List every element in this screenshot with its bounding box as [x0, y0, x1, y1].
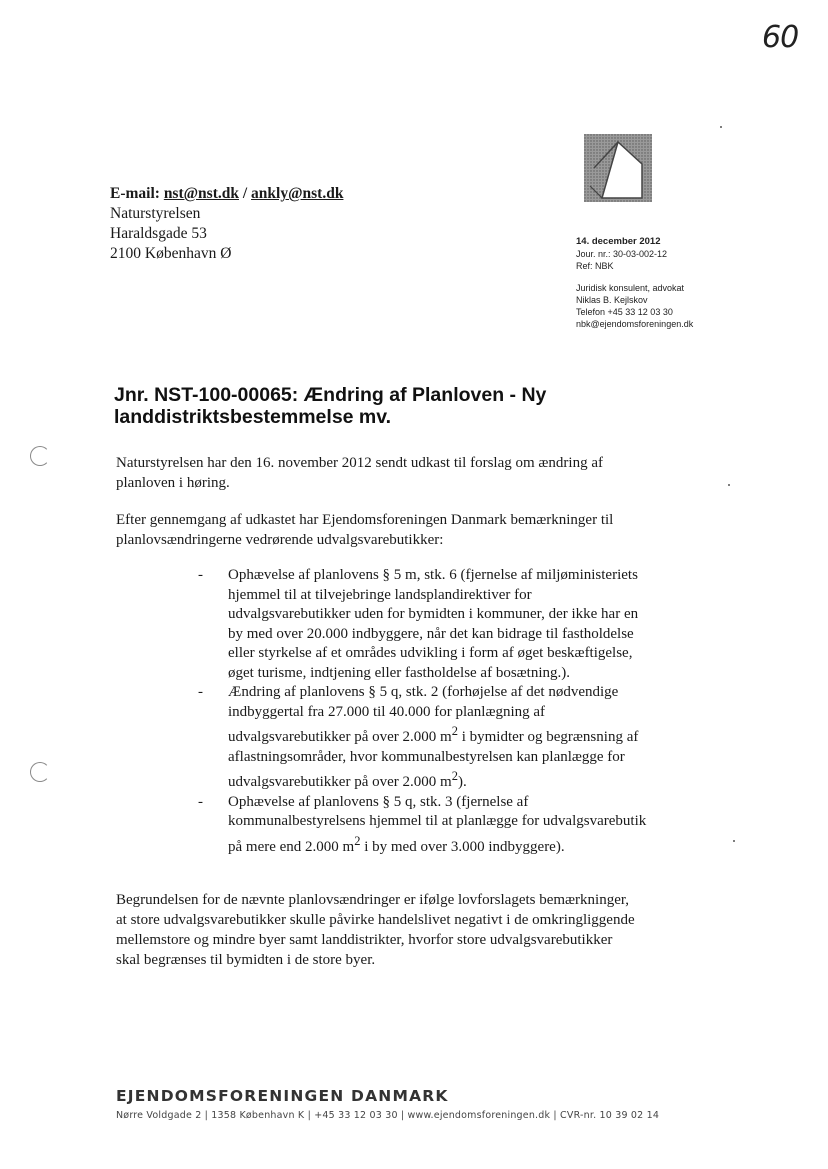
amendment-list	[198, 566, 648, 857]
list-item: - Ændring af planlovens § 5 q, stk. 2 (forhøjelse af det nødvendige indbyggertal fra 27.000 til 40.000 for planlægning af udvalgsvarebutikker på over 2.000 $m^2$ i bymidter og begrænsning af aflastningsområder, hvor kommunalbestyrelsen kan planlægge for udvalgsvarebutikker på over 2.000 $m^2$).	[198, 684, 639, 790]
footer-contact-line: Nørre Voldgade 2 | 1358 København K | +45 33 12 03 30 | www.ejendomsforeningen.dk | CVR-nr. 10 39 02 14	[116, 1110, 660, 1121]
letter-title: Jnr. NST-100-00065: Ændring af Planloven - Ny landdistriktsbestemmelse mv.	[114, 384, 547, 428]
punch-hole-mark	[30, 762, 50, 782]
letter-meta	[576, 236, 693, 330]
reference: Ref: NBK	[576, 261, 614, 271]
recipient-city: 2100 København Ø	[110, 245, 232, 262]
scan-speck	[720, 126, 722, 128]
list-item: - Ophævelse af planlovens § 5 q, stk. 3 (fjernelse af kommunalbestyrelsens hjemmel til at planlægge for udvalgsvarebutik på mere end 2.000 $m^2$ i by med over 3.000 indbyggere).	[198, 793, 647, 855]
footer-organization: EJENDOMSFORENINGEN DANMARK	[116, 1087, 449, 1105]
sender-role: Juridisk konsulent, advokat	[576, 283, 685, 293]
paragraph-remarks: Efter gennemgang af udkastet har Ejendomsforeningen Danmark bemærkninger til planlovsændringerne vedrørende udvalgsvarebutikker:	[116, 512, 614, 548]
ejendomsforeningen-logo	[584, 134, 652, 202]
sender-email: nbk@ejendomsforeningen.dk	[576, 319, 694, 329]
paragraph-intro: Naturstyrelsen har den 16. november 2012 sendt udkast til forslag om ændring af planloven i høring.	[116, 455, 603, 491]
recipient-name: Naturstyrelsen	[110, 205, 201, 222]
list-item: - Ophævelse af planlovens § 5 m, stk. 6 (fjernelse af miljøministeriets hjemmel til at tilvejebringe landsplandirektiver for udvalgsvarebutikker uden for bymidten i kommuner, der ikke har en by med over 20.000 indbyggere, når det kan bidrage til fastholdelse eller styrkelse af et områdes udvikling i form af øget beskæftigelse, øget turisme, indtjening eller fastholdelse af bosætning.).	[198, 567, 639, 681]
sender-name: Niklas B. Kejlskov	[576, 295, 648, 305]
paragraph-justification: Begrundelsen for de nævnte planlovsændringer er ifølge lovforslagets bemærkninger, at store udvalgsvarebutikker skulle påvirke handelslivet negativt i de omkringliggende mellemstore og mindre byer samt landdistrikter, hvorfor store udvalgsvarebutikker skal begrænses til bymidten i de store byer.	[116, 892, 635, 968]
recipient-email-line: E-mail: nst@nst.dk / ankly@nst.dk	[110, 185, 344, 202]
handwritten-page-number: 60	[762, 20, 799, 55]
letter-date: 14. december 2012	[576, 236, 661, 247]
scan-speck	[728, 484, 730, 486]
punch-hole-mark	[30, 446, 50, 466]
recipient-street: Haraldsgade 53	[110, 225, 207, 242]
journal-number: Jour. nr.: 30-03-002-12	[576, 249, 668, 259]
email-link-nst[interactable]: nst@nst.dk	[163, 185, 239, 202]
recipient-address	[110, 184, 343, 264]
email-link-ankly[interactable]: ankly@nst.dk	[251, 185, 344, 202]
sender-phone: Telefon +45 33 12 03 30	[576, 307, 673, 317]
scan-speck	[733, 840, 735, 842]
